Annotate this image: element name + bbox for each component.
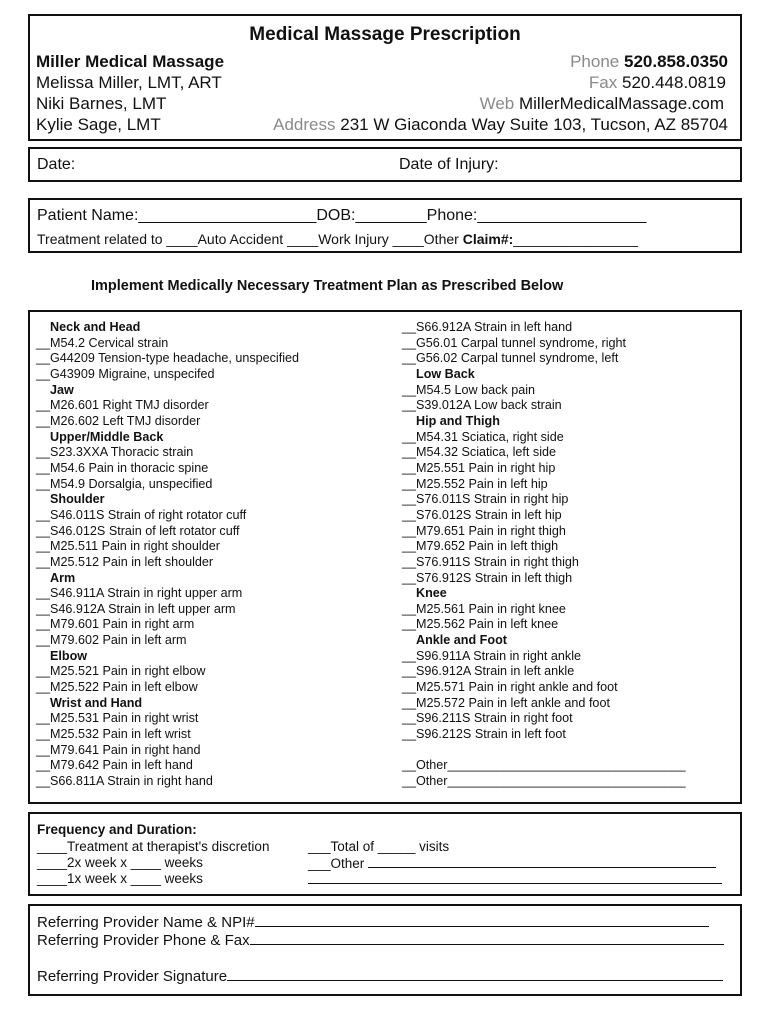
- frequency-option[interactable]: ____Treatment at therapist's discretion: [37, 839, 270, 854]
- diagnosis-code-item[interactable]: __S76.911S Strain in right thigh: [402, 554, 579, 569]
- diagnosis-code-item[interactable]: __M25.571 Pain in right ankle and foot: [402, 680, 618, 695]
- diagnosis-code-item[interactable]: __M54.5 Low back pain: [402, 382, 536, 397]
- diagnosis-code-item[interactable]: __M25.511 Pain in right shoulder: [36, 539, 220, 554]
- date-box: [28, 147, 742, 182]
- phone-line: [570, 51, 728, 73]
- treatment-related-line[interactable]: [37, 231, 638, 247]
- fax-value: 520.448.0819: [622, 73, 726, 92]
- form-title: Medical Massage Prescription: [249, 24, 521, 45]
- phone-value: 520.858.0350: [624, 52, 728, 71]
- fax-label: Fax: [588, 73, 618, 92]
- diagnosis-code-item[interactable]: __M54.9 Dorsalgia, unspecified: [36, 476, 213, 491]
- category-heading: Low Back: [416, 366, 475, 381]
- diagnosis-code-item[interactable]: __S46.911A Strain in right upper arm: [36, 586, 243, 601]
- diagnosis-code-item[interactable]: __S96.211S Strain in right foot: [402, 711, 573, 726]
- referring-signature-line[interactable]: [227, 968, 723, 981]
- diagnosis-code-item[interactable]: __M25.552 Pain in left hip: [402, 476, 548, 491]
- claim-blank[interactable]: ________________: [513, 231, 638, 247]
- diagnosis-code-item[interactable]: __S66.912A Strain in left hand: [402, 320, 573, 334]
- address-line: [273, 114, 728, 136]
- claim-label: Claim#:: [462, 231, 514, 247]
- diagnosis-code-item[interactable]: __M25.551 Pain in right hip: [402, 460, 556, 475]
- diagnosis-code-item[interactable]: __M25.561 Pain in right knee: [402, 601, 566, 616]
- diagnosis-code-item[interactable]: __S76.011S Strain in right hip: [402, 492, 569, 507]
- frequency-option[interactable]: ____1x week x ____ weeks: [37, 871, 203, 886]
- plan-heading: Implement Medically Necessary Treatment Plan as Prescribed Below: [91, 278, 564, 294]
- diagnosis-code-item[interactable]: __S96.912A Strain in left ankle: [402, 664, 575, 679]
- total-visits-option[interactable]: ___Total of _____ visits: [308, 839, 450, 854]
- referring-phone-line[interactable]: [250, 932, 724, 945]
- diagnosis-code-item[interactable]: __M54.2 Cervical strain: [36, 335, 169, 350]
- frequency-box: [28, 812, 742, 896]
- fax-line: [589, 72, 726, 94]
- staff-name: Kylie Sage, LMT: [36, 115, 161, 134]
- diagnosis-code-item[interactable]: __M79.601 Pain in right arm: [36, 617, 195, 632]
- referring-signature-label: Referring Provider Signature: [37, 968, 228, 985]
- codes-right-column: [402, 320, 686, 790]
- date-of-injury-field[interactable]: Date of Injury:: [399, 156, 499, 173]
- referring-name-label: Referring Provider Name & NPI#: [37, 914, 255, 931]
- referring-name-line[interactable]: [255, 914, 709, 927]
- category-heading: Hip and Thigh: [416, 413, 500, 428]
- category-heading: Neck and Head: [50, 320, 141, 334]
- web-label: Web: [479, 94, 515, 113]
- diagnosis-code-item[interactable]: __M25.521 Pain in right elbow: [36, 664, 206, 679]
- clinic-name: Miller Medical Massage: [36, 52, 225, 71]
- diagnosis-code-item[interactable]: __G56.01 Carpal tunnel syndrome, right: [402, 335, 627, 350]
- frequency-title: Frequency and Duration:: [37, 822, 197, 837]
- other-frequency-option[interactable]: [308, 855, 716, 871]
- diagnosis-code-item[interactable]: __G43909 Migraine, unspecifed: [36, 366, 215, 381]
- category-heading: Arm: [50, 570, 76, 585]
- patient-box: [28, 198, 742, 253]
- staff-name: Melissa Miller, LMT, ART: [36, 73, 222, 92]
- diagnosis-code-item[interactable]: __S46.011S Strain of right rotator cuff: [36, 507, 247, 522]
- diagnosis-code-item[interactable]: __M25.531 Pain in right wrist: [36, 711, 199, 726]
- diagnosis-code-item[interactable]: __M25.532 Pain in left wrist: [36, 727, 191, 742]
- diagnosis-code-item[interactable]: __M54.6 Pain in thoracic spine: [36, 460, 209, 475]
- diagnosis-code-item[interactable]: __S96.911A Strain in right ankle: [402, 648, 581, 663]
- address-value: 231 W Giaconda Way Suite 103, Tucson, AZ 85704: [340, 115, 728, 134]
- referring-name-field[interactable]: [37, 914, 709, 931]
- diagnosis-code-item[interactable]: __S76.012S Strain in left hip: [402, 507, 562, 522]
- diagnosis-code-item[interactable]: __G56.02 Carpal tunnel syndrome, left: [402, 351, 619, 366]
- other-frequency-line[interactable]: [368, 855, 716, 868]
- diagnosis-code-item[interactable]: __M25.562 Pain in left knee: [402, 617, 559, 632]
- diagnosis-code-item[interactable]: __S23.3XXA Thoracic strain: [36, 445, 194, 460]
- diagnosis-code-item[interactable]: __M25.512 Pain in left shoulder: [36, 554, 214, 569]
- web-value: MillerMedicalMassage.com: [518, 94, 724, 113]
- referring-signature-field[interactable]: [37, 968, 723, 985]
- address-label: Address: [273, 115, 336, 134]
- diagnosis-code-item[interactable]: __M79.652 Pain in left thigh: [402, 539, 559, 554]
- category-heading: Upper/Middle Back: [50, 429, 164, 444]
- category-heading: Knee: [416, 586, 447, 601]
- referring-box: [28, 904, 742, 996]
- diagnosis-code-item[interactable]: __M79.651 Pain in right thigh: [402, 523, 566, 538]
- diagnosis-code-item[interactable]: __M26.602 Left TMJ disorder: [36, 413, 201, 428]
- diagnosis-code-item[interactable]: __M26.601 Right TMJ disorder: [36, 398, 209, 413]
- codes-box: [28, 310, 742, 804]
- diagnosis-code-item[interactable]: __M79.602 Pain in left arm: [36, 633, 187, 648]
- category-heading: Shoulder: [50, 492, 105, 507]
- diagnosis-code-item[interactable]: __M25.572 Pain in left ankle and foot: [402, 695, 610, 710]
- diagnosis-code-item[interactable]: __M25.522 Pain in left elbow: [36, 680, 198, 695]
- date-field[interactable]: Date:: [37, 156, 76, 173]
- staff-name: Niki Barnes, LMT: [36, 94, 167, 113]
- diagnosis-code-item[interactable]: __S76.912S Strain in left thigh: [402, 570, 573, 585]
- diagnosis-code-item[interactable]: __S66.811A Strain in right hand: [36, 774, 213, 789]
- diagnosis-code-item[interactable]: __Other__________________________________: [402, 774, 686, 789]
- diagnosis-code-item[interactable]: __Other__________________________________: [402, 758, 686, 773]
- header-box: [28, 14, 742, 141]
- phone-label: Phone: [570, 52, 620, 71]
- referring-phone-label: Referring Provider Phone & Fax: [37, 932, 250, 949]
- diagnosis-code-item[interactable]: __S96.212S Strain in left foot: [402, 727, 566, 742]
- frequency-option[interactable]: ____2x week x ____ weeks: [37, 855, 203, 870]
- diagnosis-code-item[interactable]: __S46.012S Strain of left rotator cuff: [36, 523, 240, 538]
- web-line: [480, 93, 724, 115]
- codes-left-column: [36, 320, 299, 790]
- other-frequency-extra[interactable]: [308, 871, 722, 887]
- category-heading: Ankle and Foot: [416, 633, 507, 648]
- referring-phone-field[interactable]: [37, 932, 724, 949]
- diagnosis-code-item[interactable]: __S46.912A Strain in left upper arm: [36, 601, 236, 616]
- other-frequency-label: ___Other: [308, 856, 369, 871]
- spacer: [402, 743, 686, 759]
- diagnosis-code-item[interactable]: __M79.641 Pain in right hand: [36, 742, 201, 757]
- diagnosis-code-item[interactable]: __S39.012A Low back strain: [402, 398, 562, 413]
- category-heading: Jaw: [50, 382, 74, 397]
- category-heading: Elbow: [50, 648, 88, 663]
- diagnosis-code-item[interactable]: __M79.642 Pain in left hand: [36, 758, 193, 773]
- diagnosis-code-item[interactable]: __M54.31 Sciatica, right side: [402, 429, 564, 444]
- category-heading: Wrist and Hand: [50, 695, 143, 710]
- diagnosis-code-item[interactable]: __G44209 Tension-type headache, unspecified: [36, 351, 300, 366]
- treatment-related-text: Treatment related to ____Auto Accident ____Work Injury ____Other: [37, 231, 463, 247]
- patient-info-line[interactable]: Patient Name:____________________DOB:________Phone:___________________: [37, 207, 647, 224]
- diagnosis-code-item[interactable]: __M54.32 Sciatica, left side: [402, 445, 557, 460]
- other-frequency-line-2[interactable]: [308, 871, 722, 884]
